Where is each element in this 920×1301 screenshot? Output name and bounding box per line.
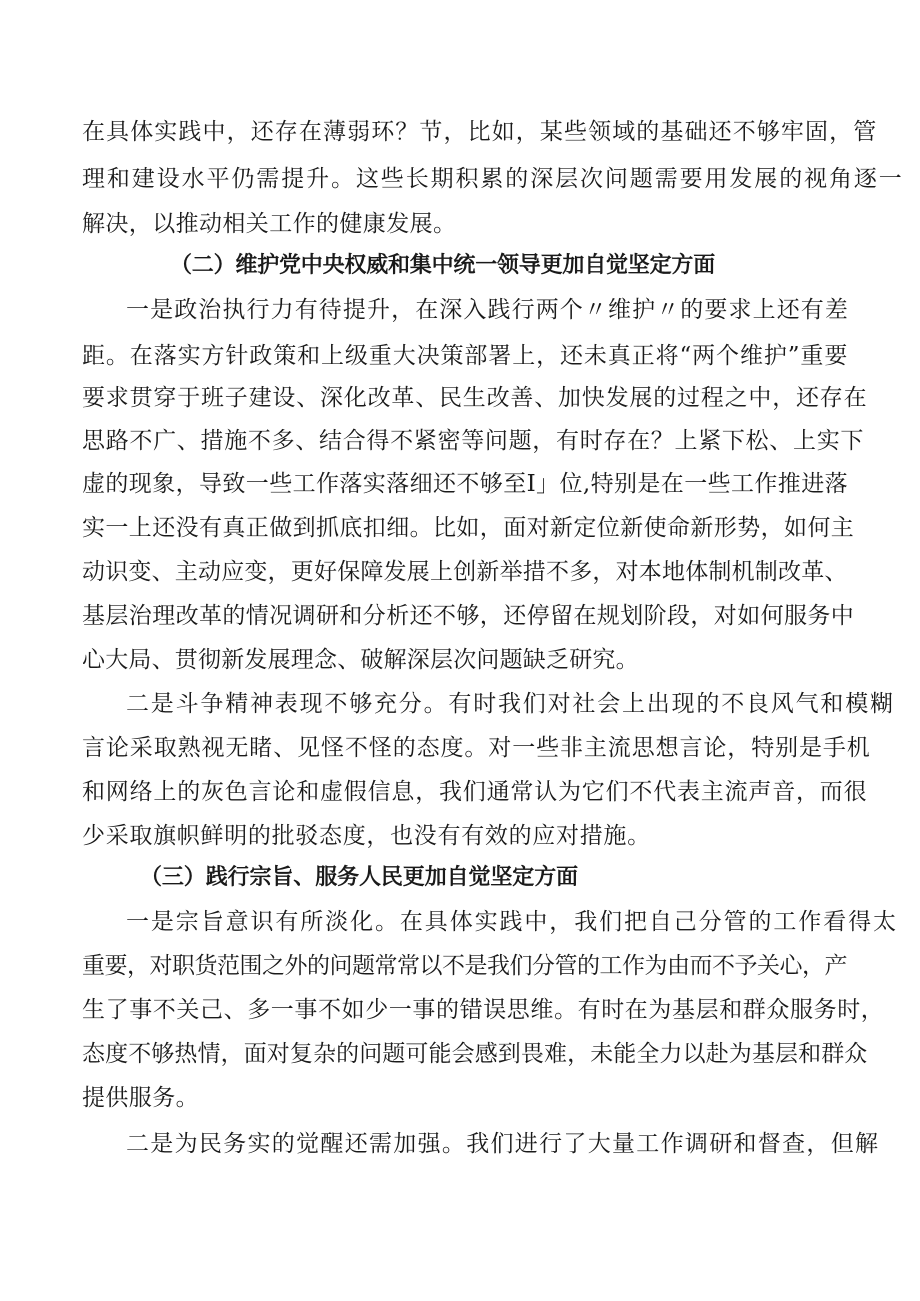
section-heading: （三）践行宗旨、服务人民更加自觉坚定方面 <box>140 865 579 890</box>
paragraph-line: 解决，以推动相关工作的健康发展。 <box>82 211 457 237</box>
paragraph-line: 一是政治执行力有待提升，在深入践行两个〃维护〃的要求上还有差 <box>126 297 849 323</box>
paragraph-line: 动识变、主动应变，更好保障发展上创新举措不多，对本地体制机制改革、 <box>82 559 848 585</box>
paragraph-line: 和网络上的灰色言论和虚假信息，我们通常认为它们不代表主流声音，而很 <box>82 779 868 805</box>
paragraph-line: 理和建设水平仍需提升。这些长期积累的深层次问题需要用发展的视角逐一 <box>82 166 904 192</box>
paragraph-line: 实一上还没有真正做到抓底扣细。比如，面对新定位新使命新形势，如何主 <box>82 515 855 541</box>
paragraph-line: 态度不够热情，面对复杂的问题可能会感到畏难，未能全力以赴为基层和群众 <box>82 1041 868 1067</box>
paragraph-line: 二是斗争精神表现不够充分。有时我们对社会上出现的不良风气和模糊 <box>126 691 895 717</box>
paragraph-line: 重要，对职货范围之外的问题常常以不是我们分管的工作为由而不予关心，产 <box>82 953 847 979</box>
paragraph-line: 二是为民务实的觉醒还需加强。我们进行了大量工作调研和督查，但解 <box>126 1131 880 1157</box>
section-heading: （二）维护党中央权威和集中统一领导更加自觉坚定方面 <box>170 253 716 278</box>
paragraph-line: 基层治理改革的情况调研和分析还不够，还停留在规划阶段，对如何服务中 <box>82 603 855 629</box>
paragraph-line: 要求贯穿于班子建设、深化改革、民生改善、加快发展的过程之中，还存在 <box>82 385 868 411</box>
paragraph-line: 生了事不关己、多一事不如少一事的错误思维。有时在为基层和群众服务时， <box>82 997 885 1023</box>
paragraph-line: 虚的现象，导致一些工作落实落细还不够至I」位,特别是在一些工作推进落 <box>82 471 848 497</box>
paragraph-line: 少采取旗帜鲜明的批驳态度，也没有有效的应对措施。 <box>82 823 651 849</box>
paragraph-line: 思路不广、措施不多、结合得不紧密等问题，有时存在？上紧下松、上实下 <box>82 428 865 454</box>
paragraph-line: 提供服务。 <box>82 1085 199 1111</box>
paragraph-line: 心大局、贯彻新发展理念、破解深层次问题缺乏研究。 <box>82 647 639 673</box>
paragraph-line: 言论采取熟视无睹、见怪不怪的态度。对一些非主流思想言论，特别是手机 <box>82 735 871 761</box>
paragraph-line: 在具体实践中，还存在薄弱环？节，比如，某些领域的基础还不够牢固，管 <box>82 119 878 145</box>
paragraph-line: 距。在落实方针政策和上级重大决策部署上，还未真正将“两个维护”重要 <box>82 343 849 369</box>
paragraph-line: 一是宗旨意识有所淡化。在具体实践中，我们把自己分管的工作看得太 <box>126 909 898 935</box>
